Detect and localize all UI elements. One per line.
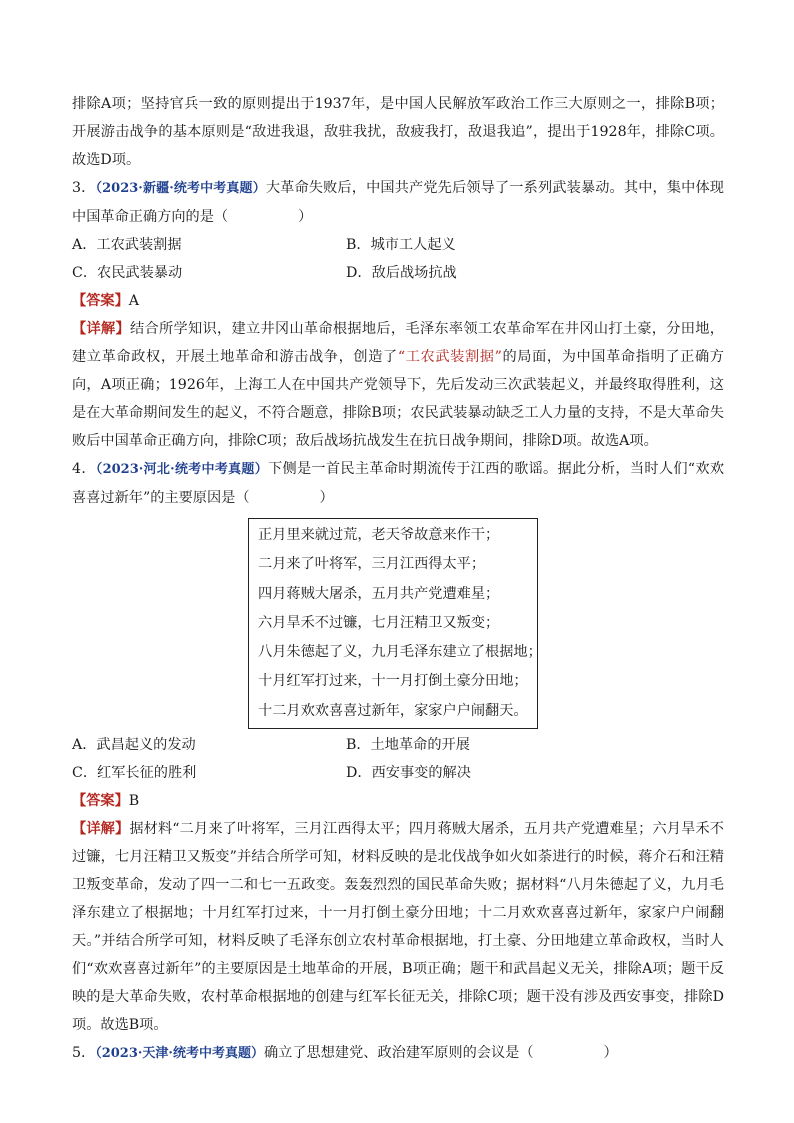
ballad-line: 四月蒋贼大屠杀，五月共产党遭难星； <box>258 585 500 602</box>
answer-label: 【答案】 <box>72 293 129 309</box>
question-3-option-b: B．城市工人起义 <box>346 237 456 253</box>
question-3-number: 3． <box>72 180 96 196</box>
question-3-stem <box>72 174 724 231</box>
question-4-option-b: B．土地革命的开展 <box>346 737 470 754</box>
ballad-line: 二月来了叶将军，三月江西得太平； <box>258 556 486 573</box>
detail-text-part-1: 结合所学知识，建立井冈山革命根据地后，毛泽东率领工农革命军在井冈山打土豪，分田地，建立革命政权，开展土地革命和游击战争，创造了 <box>72 321 724 365</box>
question-5-number: 5． <box>72 1045 96 1062</box>
answer-value: B <box>128 793 140 810</box>
question-3-option-a: A．工农武装割据 <box>72 237 182 253</box>
question-3-source: （2023·新疆·统考中考真题） <box>95 181 266 196</box>
question-3-detail <box>72 315 724 455</box>
question-5-text: 确立了思想建党、政治建军原则的会议是（ <box>263 1045 534 1062</box>
question-4-answer <box>72 787 724 815</box>
question-4-source: （2023·河北·统考中考真题） <box>95 462 268 477</box>
question-4-bracket-end: ） <box>319 490 334 506</box>
question-3-bracket-end: ） <box>298 209 313 225</box>
document-page <box>72 90 724 1068</box>
detail-label: 【详解】 <box>72 821 130 838</box>
question-4-number: 4． <box>72 461 96 477</box>
ballad-material-box <box>248 518 542 729</box>
ballad-line: 十月红军打过来，十一月打倒土豪分田地； <box>258 673 528 690</box>
ballad-line: 十二月欢欢喜喜过新年，家家户户闹翻天。 <box>258 702 528 719</box>
question-3-text: 大革命失败后，中国共产党先后领导了一系列武装暴动。其中，集中体现中国革命正确方向的是（ <box>72 180 724 225</box>
question-5-stem <box>72 1039 724 1068</box>
question-5-source: （2023·天津·统考中考真题） <box>95 1046 264 1062</box>
detail-highlight: “工农武装割据” <box>397 349 502 365</box>
question-4-option-d: D．西安事变的解决 <box>346 765 471 782</box>
question-3-option-c: C．农民武装暴动 <box>72 265 183 281</box>
detail-text-part-2: 的局面，为中国革命指明了正确方向，A项正确；1926年，上海工人在中国共产党领导下，先后发动三次武装起义，并最终取得胜利，这是在大革命期间发生的起义，不符合题意，排除B项；农民武装暴动缺乏工人力量的支持，不是大革命失败后中国革命正确方向，排除C项；敌后战场抗战发生在抗日战争期间，排除D项。故选A项。 <box>72 349 724 449</box>
previous-question-explanation: 排除A项；坚持官兵一致的原则提出于1937年，是中国人民解放军政治工作三大原则之一，排除B项；开展游击战争的基本原则是“敌进我退，敌驻我扰，敌疲我打，敌退我追”，提出于1928年，排除C项。故选D项。 <box>72 96 724 168</box>
answer-label: 【答案】 <box>72 793 129 810</box>
detail-text: 据材料“二月来了叶将军，三月江西得太平；四月蒋贼大屠杀，五月共产党遭难星；六月旱禾不过镰，七月汪精卫又叛变”并结合所学可知，材料反映的是北伐战争如火如荼进行的时候，蒋介石和汪精卫叛变革命，发动了四一二和七一五政变。轰轰烈烈的国民革命失败；据材料“八月朱德起了义，九月毛泽东建立了根据地；十月红军打过来，十一月打倒土豪分田地；十二月欢欢喜喜过新年，家家户户闹翻天。”并结合所学可知，材料反映了毛泽东创立农村革命根据地，打土豪、分田地建立革命政权，当时人们“欢欢喜喜过新年”的主要原因是土地革命的开展，B项正确；题干和武昌起义无关，排除A项；题干反映的是大革命失败，农村革命根据地的创建与红军长征无关，排除C项；题干没有涉及西安事变，排除D项。故选B项。 <box>72 821 724 1034</box>
question-3-answer <box>72 287 724 315</box>
question-5-bracket-end: ） <box>603 1045 618 1062</box>
ballad-line: 八月朱德起了义，九月毛泽东建立了根据地； <box>258 644 542 661</box>
detail-label: 【详解】 <box>72 321 130 337</box>
question-4-detail <box>72 815 724 1039</box>
question-4-options <box>72 731 724 787</box>
ballad-line: 正月里来就过荒，老天爷故意来作干； <box>258 527 500 543</box>
question-4-option-c: C．红军长征的胜利 <box>72 765 197 782</box>
question-4-stem <box>72 455 724 512</box>
question-3-options <box>72 231 724 287</box>
ballad-line: 六月旱禾不过镰，七月汪精卫又叛变； <box>258 614 500 631</box>
question-4-option-a: A．武昌起义的发动 <box>72 737 196 754</box>
answer-value: A <box>128 293 140 309</box>
question-4-text: 下侧是一首民主革命时期流传于江西的歌谣。据此分析，当时人们“欢欢喜喜过新年”的主要原因是（ <box>72 461 725 506</box>
question-3-option-d: D．敌后战场抗战 <box>346 265 457 281</box>
